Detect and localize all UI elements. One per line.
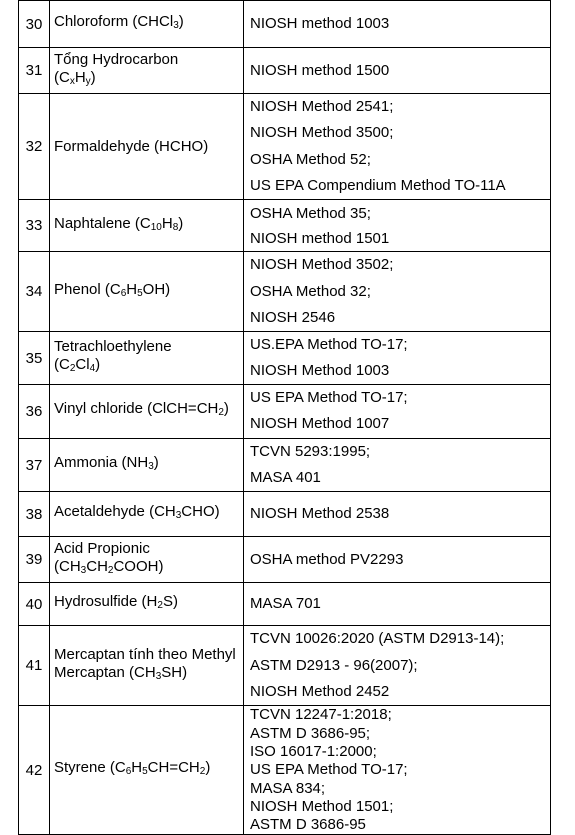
table-row [19, 626, 551, 706]
row-number: 35 [19, 332, 50, 385]
method-line: NIOSH Method 1007 [250, 415, 390, 433]
method-line: NIOSH Method 3500; [250, 124, 394, 142]
table-row [19, 537, 551, 583]
parameter-name: Formaldehyde (HCHO) [50, 94, 244, 200]
table-row [19, 1, 551, 48]
method-line: TCVN 5293:1995; [250, 442, 371, 460]
method-line: NIOSH Method 2452 [250, 683, 390, 701]
row-number: 42 [19, 706, 50, 835]
row-number: 38 [19, 492, 50, 537]
table-row [19, 492, 551, 537]
parameter-name: Hydrosulfide $(H_2S)$ [50, 583, 244, 626]
table-row [19, 94, 551, 200]
method-cell [244, 492, 551, 537]
parameter-name: Acid Propionic $(CH_3CH_2COOH)$ [50, 537, 244, 583]
method-cell [244, 438, 551, 492]
method-line: TCVN 12247-1:2018; [250, 706, 392, 724]
row-number: 40 [19, 583, 50, 626]
method-line: NIOSH method 1500 [250, 61, 390, 79]
table-row [19, 438, 551, 492]
row-number: 37 [19, 438, 50, 492]
parameter-name: Tổng Hydrocarbon $(C_xH_y)$ [50, 48, 244, 94]
method-line: MASA 701 [250, 595, 321, 613]
method-line: OSHA Method 35; [250, 204, 371, 222]
method-line: NIOSH method 1501 [250, 229, 390, 247]
method-cell [244, 583, 551, 626]
method-line: US EPA Method TO-17; [250, 389, 408, 407]
method-cell [244, 706, 551, 835]
method-line: ISO 16017-1:2000; [250, 742, 377, 760]
table-row [19, 332, 551, 385]
parameter-name: Styrene $(C_6H_5CH=CH_2)$ [50, 706, 244, 835]
row-number: 33 [19, 200, 50, 252]
parameter-name: Naphtalene $(C_{10}H_8)$ [50, 200, 244, 252]
table-row [19, 385, 551, 439]
method-cell [244, 48, 551, 94]
method-cell [244, 252, 551, 332]
row-number: 31 [19, 48, 50, 94]
row-number: 34 [19, 252, 50, 332]
method-line: ASTM D 3686-95; [250, 724, 371, 742]
table-row [19, 48, 551, 94]
methods-table [18, 0, 551, 835]
method-line: OSHA Method 32; [250, 282, 371, 300]
parameter-name: Phenol $(C_6H_5OH)$ [50, 252, 244, 332]
method-line: OSHA Method 52; [250, 150, 371, 168]
method-cell [244, 626, 551, 706]
method-line: NIOSH Method 2538 [250, 505, 390, 523]
method-line: US EPA Compendium Method TO-11A [250, 176, 506, 194]
table-row [19, 583, 551, 626]
method-line: ASTM D 3686-95 [250, 816, 366, 834]
method-line: NIOSH 2546 [250, 308, 336, 326]
method-cell [244, 94, 551, 200]
table-row [19, 200, 551, 252]
method-line: ASTM D2913 - 96(2007); [250, 656, 418, 674]
table-row [19, 706, 551, 835]
method-cell [244, 332, 551, 385]
method-line: US EPA Method TO-17; [250, 761, 408, 779]
table-row [19, 252, 551, 332]
method-line: NIOSH Method 1501; [250, 797, 394, 815]
parameter-name: Chloroform (CHCl$_3$) [50, 1, 244, 48]
method-cell [244, 1, 551, 48]
method-line: NIOSH Method 1003 [250, 362, 390, 380]
method-line: NIOSH Method 3502; [250, 256, 394, 274]
method-cell [244, 200, 551, 252]
method-line: NIOSH method 1003 [250, 15, 390, 32]
row-number: 39 [19, 537, 50, 583]
parameter-name: Tetrachloethylene $(C_2Cl_4)$ [50, 332, 244, 385]
method-line: OSHA method PV2293 [250, 550, 404, 568]
method-line: NIOSH Method 2541; [250, 98, 394, 115]
method-line: MASA 401 [250, 469, 321, 487]
table-body [19, 1, 551, 835]
row-number: 32 [19, 94, 50, 200]
row-number: 41 [19, 626, 50, 706]
parameter-name: Vinyl chloride $(ClCH=CH_2)$ [50, 385, 244, 439]
method-cell [244, 385, 551, 439]
parameter-name: Acetaldehyde $(CH_3CHO)$ [50, 492, 244, 537]
method-line: TCVN 10026:2020 (ASTM D2913-14); [250, 630, 505, 648]
row-number: 36 [19, 385, 50, 439]
parameter-name: Ammonia $(NH_3)$ [50, 438, 244, 492]
parameter-name: Mercaptan tính theo Methyl Mercaptan $(CH_3SH)$ [50, 626, 244, 706]
method-line: MASA 834; [250, 779, 326, 797]
row-number: 30 [19, 1, 50, 48]
method-cell [244, 537, 551, 583]
method-line: US.EPA Method TO-17; [250, 336, 408, 354]
